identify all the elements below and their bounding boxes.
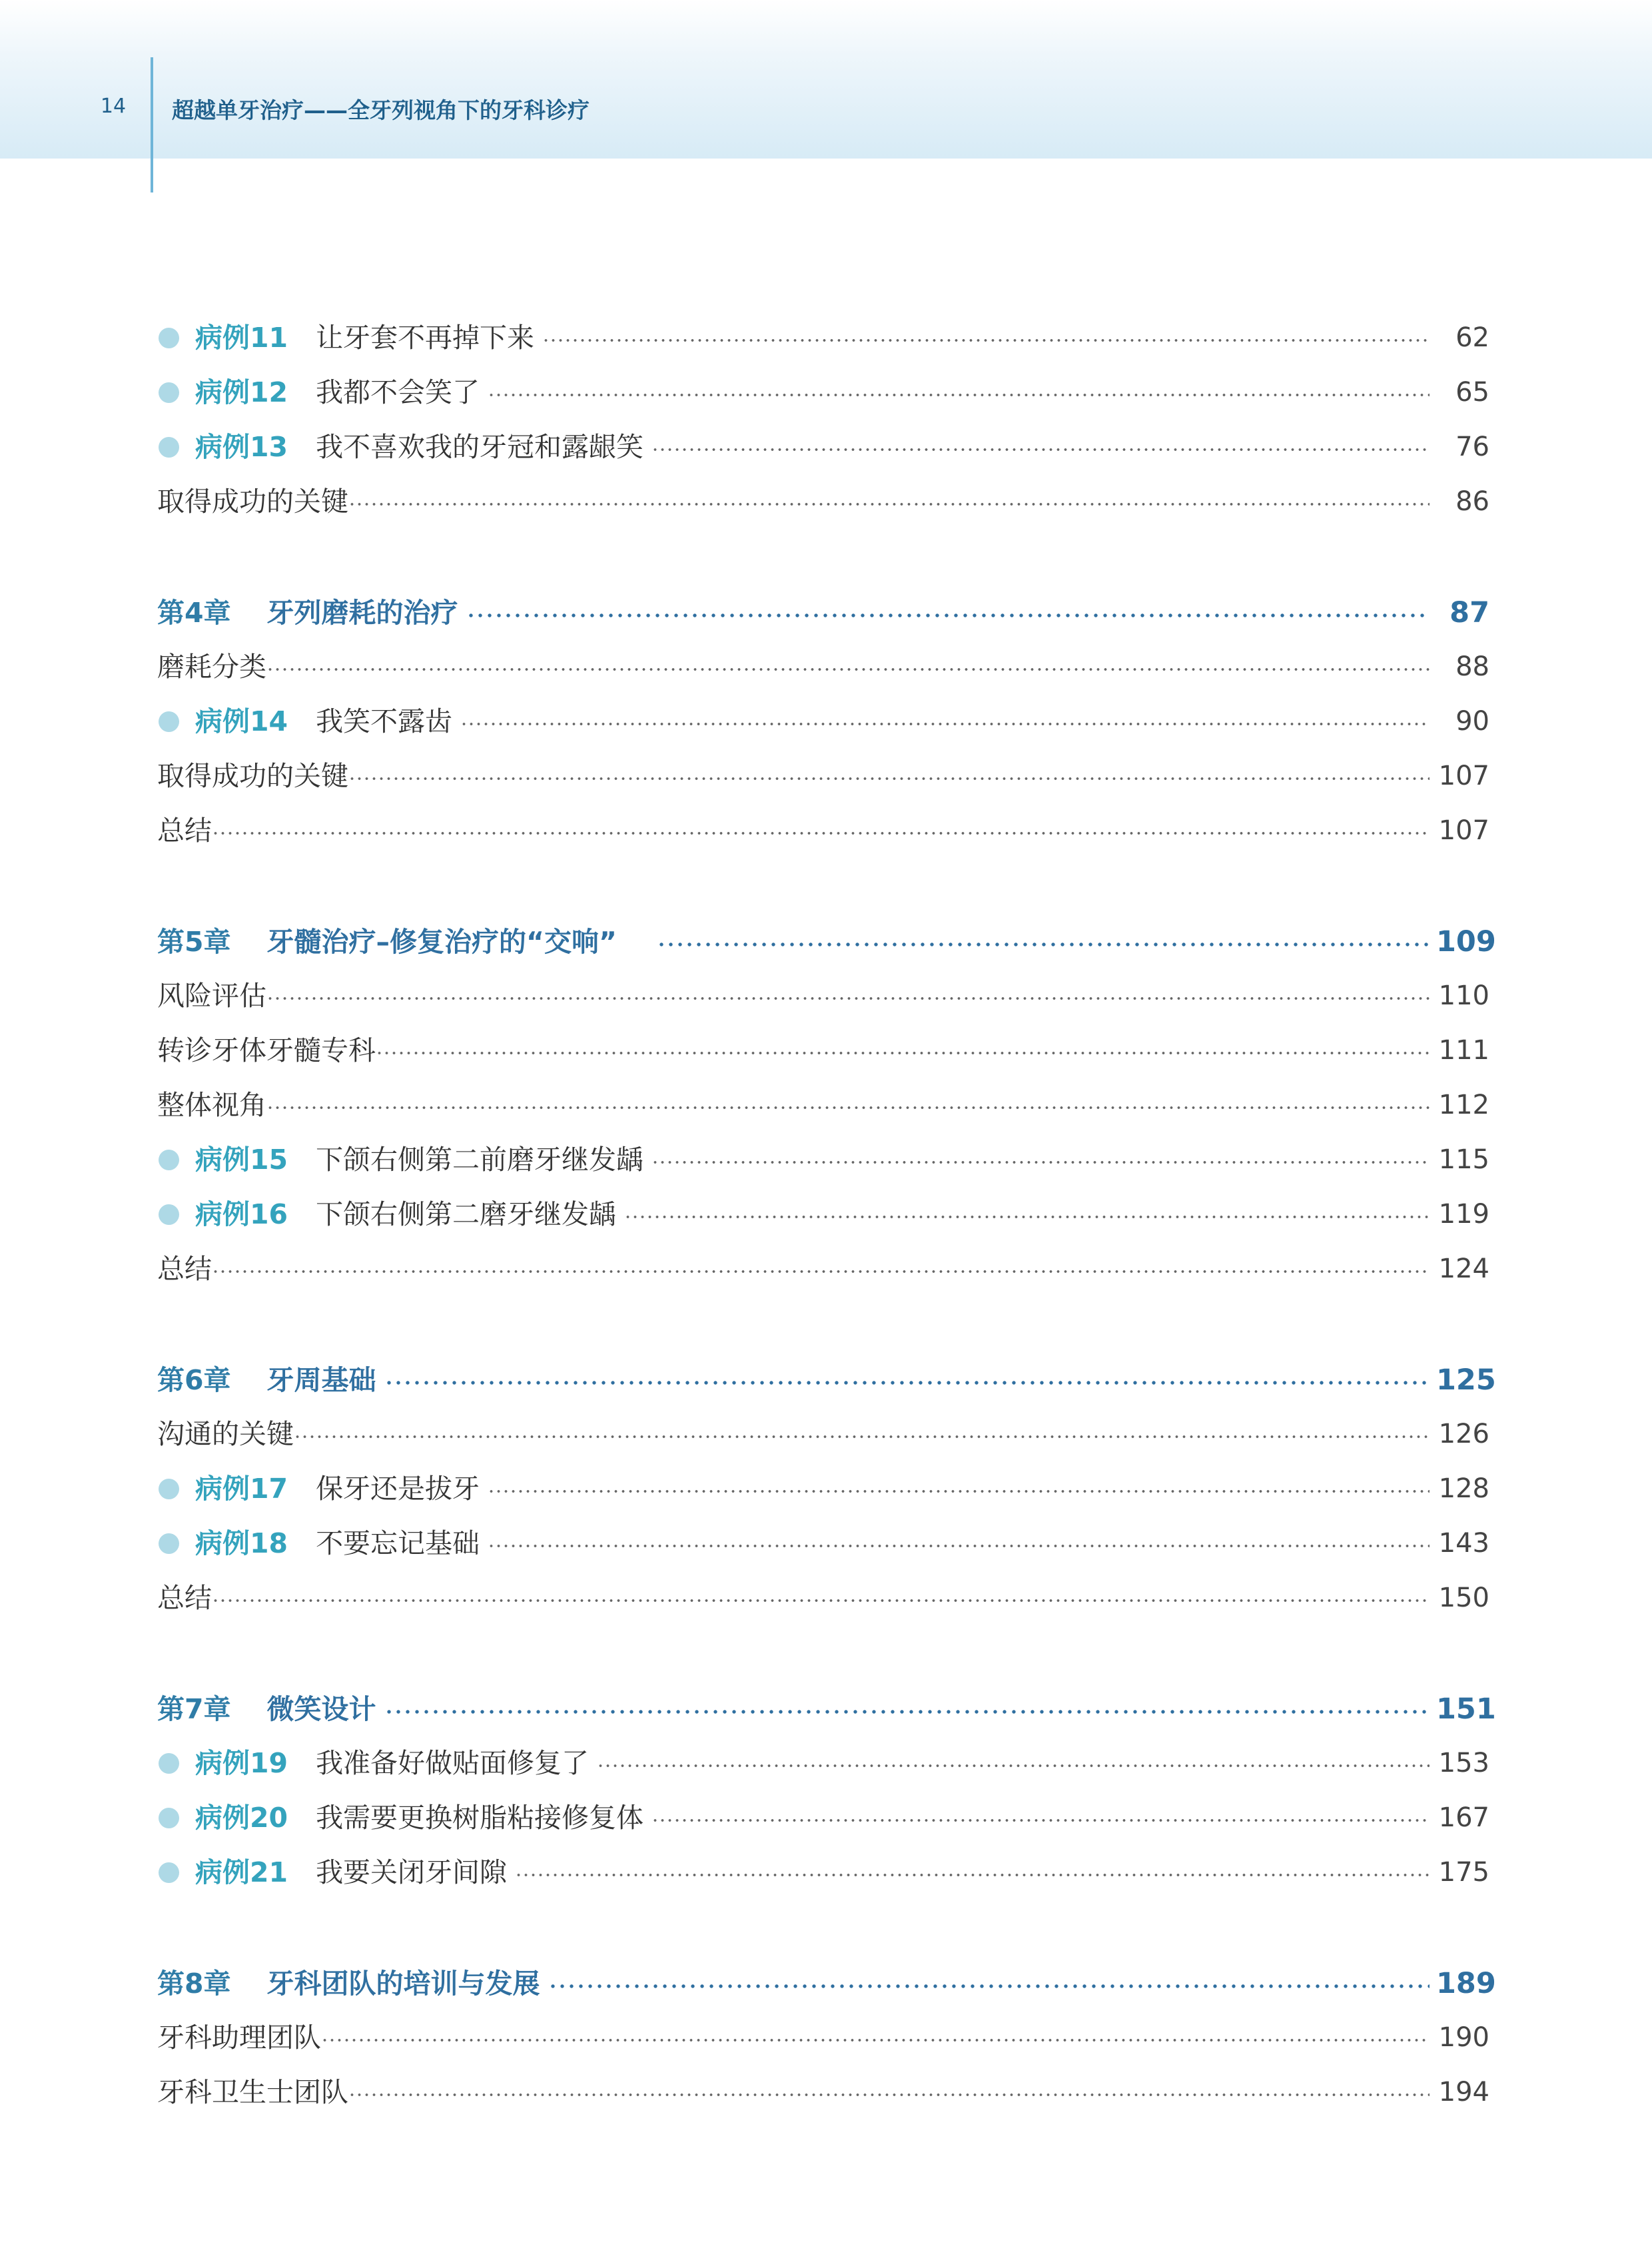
case-number: 病例14 xyxy=(195,705,288,737)
page-ref: 87 xyxy=(1449,596,1489,629)
dot-leader xyxy=(212,1270,1430,1274)
dot-leader xyxy=(597,1764,1430,1768)
entry-title: 下颌右侧第二前磨牙继发龋 xyxy=(316,1144,644,1176)
dot-leader xyxy=(624,1215,1430,1219)
page-ref: 65 xyxy=(1455,377,1489,408)
dot-leader xyxy=(466,613,1430,618)
dot-leader xyxy=(384,1380,1430,1385)
entry-title: 不要忘记基础 xyxy=(316,1527,480,1559)
toc-case-entry xyxy=(157,1794,1489,1841)
dot-leader xyxy=(266,996,1430,1000)
toc-section-entry xyxy=(157,1411,1489,1457)
running-title: 超越单牙治疗——全牙列视角下的牙科诊疗 xyxy=(172,97,590,123)
entry-title: 下颌右侧第二磨牙继发龋 xyxy=(316,1198,617,1230)
case-bullet-icon xyxy=(159,711,179,732)
page-ref: 125 xyxy=(1436,1363,1496,1397)
chapter-title: 牙科团队的培训与发展 xyxy=(266,1968,540,2000)
entry-title: 我不喜欢我的牙冠和露龈笑 xyxy=(316,431,644,463)
chapter-number: 第8章 xyxy=(157,1968,231,2000)
toc-chapter-entry xyxy=(157,1357,1496,1403)
case-number: 病例11 xyxy=(195,322,288,354)
case-bullet-icon xyxy=(159,1753,179,1774)
toc-section-entry xyxy=(157,1575,1489,1621)
toc-section-entry xyxy=(157,1027,1489,1074)
toc-section-entry xyxy=(157,2014,1489,2061)
toc-case-entry xyxy=(157,1849,1489,1896)
page-ref: 62 xyxy=(1455,322,1489,353)
dot-leader xyxy=(384,1709,1430,1714)
page-number: 14 xyxy=(100,95,127,118)
toc-chapter-entry xyxy=(157,589,1489,636)
toc-case-entry xyxy=(157,1465,1489,1512)
entry-title: 沟通的关键 xyxy=(157,1418,294,1450)
toc-section-entry xyxy=(157,478,1489,525)
page-ref: 151 xyxy=(1436,1692,1496,1726)
dot-leader xyxy=(266,1106,1430,1110)
dot-leader xyxy=(321,2038,1430,2042)
page-ref: 107 xyxy=(1438,761,1489,791)
case-bullet-icon xyxy=(159,1862,179,1883)
page-ref: 124 xyxy=(1438,1254,1489,1284)
page-ref: 76 xyxy=(1455,432,1489,462)
toc-chapter-entry xyxy=(157,1960,1496,2007)
chapter-title: 牙髓治疗–修复治疗的“交响” xyxy=(266,926,617,958)
entry-title: 磨耗分类 xyxy=(157,651,266,683)
case-number: 病例21 xyxy=(195,1856,288,1888)
page-ref: 90 xyxy=(1455,706,1489,737)
page-ref: 190 xyxy=(1438,2022,1489,2053)
entry-title: 取得成功的关键 xyxy=(157,486,348,518)
chapter-title: 牙周基础 xyxy=(266,1364,376,1396)
entry-title: 总结 xyxy=(157,815,212,847)
dot-leader xyxy=(488,1544,1430,1548)
entry-title: 风险评估 xyxy=(157,980,266,1012)
page-ref: 111 xyxy=(1438,1035,1489,1066)
dot-leader xyxy=(651,448,1430,452)
dot-leader xyxy=(294,1435,1430,1439)
dot-leader xyxy=(348,777,1430,781)
case-number: 病例17 xyxy=(195,1473,288,1505)
case-bullet-icon xyxy=(159,1533,179,1554)
dot-leader xyxy=(488,393,1430,397)
dot-leader xyxy=(266,667,1430,671)
toc-chapter-entry xyxy=(157,919,1496,965)
page-ref: 126 xyxy=(1438,1419,1489,1449)
entry-title: 我准备好做贴面修复了 xyxy=(316,1747,590,1779)
chapter-title: 牙列磨耗的治疗 xyxy=(266,597,458,629)
case-number: 病例20 xyxy=(195,1802,288,1834)
case-bullet-icon xyxy=(159,437,179,458)
toc-case-entry xyxy=(157,369,1489,416)
page-ref: 189 xyxy=(1436,1967,1496,2000)
header-divider xyxy=(151,57,153,192)
entry-title: 我都不会笑了 xyxy=(316,376,480,408)
entry-title: 我要关闭牙间隙 xyxy=(316,1856,508,1888)
page-ref: 86 xyxy=(1455,486,1489,517)
entry-title: 总结 xyxy=(157,1253,212,1285)
case-bullet-icon xyxy=(159,1150,179,1170)
chapter-number: 第5章 xyxy=(157,926,231,958)
chapter-number: 第7章 xyxy=(157,1693,231,1725)
page-ref: 107 xyxy=(1438,815,1489,846)
toc-case-entry xyxy=(157,424,1489,470)
case-number: 病例19 xyxy=(195,1747,288,1779)
entry-title: 牙科卫生士团队 xyxy=(157,2076,348,2108)
case-number: 病例13 xyxy=(195,431,288,463)
dot-leader xyxy=(348,2093,1430,2097)
case-bullet-icon xyxy=(159,328,179,348)
page-ref: 88 xyxy=(1455,651,1489,682)
toc-case-entry xyxy=(157,698,1489,745)
toc-section-entry xyxy=(157,1082,1489,1128)
page-ref: 167 xyxy=(1438,1802,1489,1833)
chapter-number: 第4章 xyxy=(157,597,231,629)
case-number: 病例15 xyxy=(195,1144,288,1176)
entry-title: 我笑不露齿 xyxy=(316,705,453,737)
chapter-title: 微笑设计 xyxy=(266,1693,376,1725)
dot-leader xyxy=(212,831,1430,835)
toc-section-entry xyxy=(157,753,1489,799)
toc-section-entry xyxy=(157,807,1489,854)
page-ref: 109 xyxy=(1436,925,1496,958)
entry-title: 让牙套不再掉下来 xyxy=(316,322,535,354)
dot-leader xyxy=(651,1160,1430,1164)
toc-case-entry xyxy=(157,1136,1489,1183)
page-ref: 110 xyxy=(1438,980,1489,1011)
entry-title: 取得成功的关键 xyxy=(157,760,348,792)
dot-leader xyxy=(651,1818,1430,1822)
entry-title: 整体视角 xyxy=(157,1089,266,1121)
dot-leader xyxy=(376,1051,1430,1055)
header-band xyxy=(0,0,1652,159)
page-ref: 143 xyxy=(1438,1528,1489,1559)
dot-leader xyxy=(348,502,1430,506)
dot-leader xyxy=(548,1984,1430,1989)
entry-title: 总结 xyxy=(157,1582,212,1614)
page-ref: 150 xyxy=(1438,1583,1489,1613)
dot-leader xyxy=(657,942,1430,947)
toc-case-entry xyxy=(157,314,1489,361)
entry-title: 牙科助理团队 xyxy=(157,2022,321,2054)
case-bullet-icon xyxy=(159,1808,179,1828)
entry-title: 转诊牙体牙髓专科 xyxy=(157,1034,376,1066)
case-number: 病例18 xyxy=(195,1527,288,1559)
dot-leader xyxy=(460,722,1430,726)
case-number: 病例12 xyxy=(195,376,288,408)
dot-leader xyxy=(488,1489,1430,1493)
page-ref: 175 xyxy=(1438,1857,1489,1888)
page-ref: 128 xyxy=(1438,1473,1489,1504)
toc-case-entry xyxy=(157,1191,1489,1238)
page-ref: 119 xyxy=(1438,1199,1489,1230)
page-ref: 115 xyxy=(1438,1144,1489,1175)
page-ref: 153 xyxy=(1438,1748,1489,1778)
entry-title: 保牙还是拔牙 xyxy=(316,1473,480,1505)
toc-case-entry xyxy=(157,1520,1489,1567)
dot-leader xyxy=(212,1599,1430,1603)
case-bullet-icon xyxy=(159,382,179,403)
toc-case-entry xyxy=(157,1740,1489,1786)
entry-title: 我需要更换树脂粘接修复体 xyxy=(316,1802,644,1834)
page-ref: 194 xyxy=(1438,2077,1489,2107)
toc-section-entry xyxy=(157,972,1489,1019)
dot-leader xyxy=(515,1873,1430,1877)
toc-section-entry xyxy=(157,2069,1489,2115)
case-bullet-icon xyxy=(159,1479,179,1499)
case-bullet-icon xyxy=(159,1204,179,1225)
page-ref: 112 xyxy=(1438,1090,1489,1120)
toc-section-entry xyxy=(157,1246,1489,1292)
toc-chapter-entry xyxy=(157,1686,1496,1732)
toc-section-entry xyxy=(157,643,1489,690)
case-number: 病例16 xyxy=(195,1198,288,1230)
chapter-number: 第6章 xyxy=(157,1364,231,1396)
dot-leader xyxy=(542,338,1430,342)
